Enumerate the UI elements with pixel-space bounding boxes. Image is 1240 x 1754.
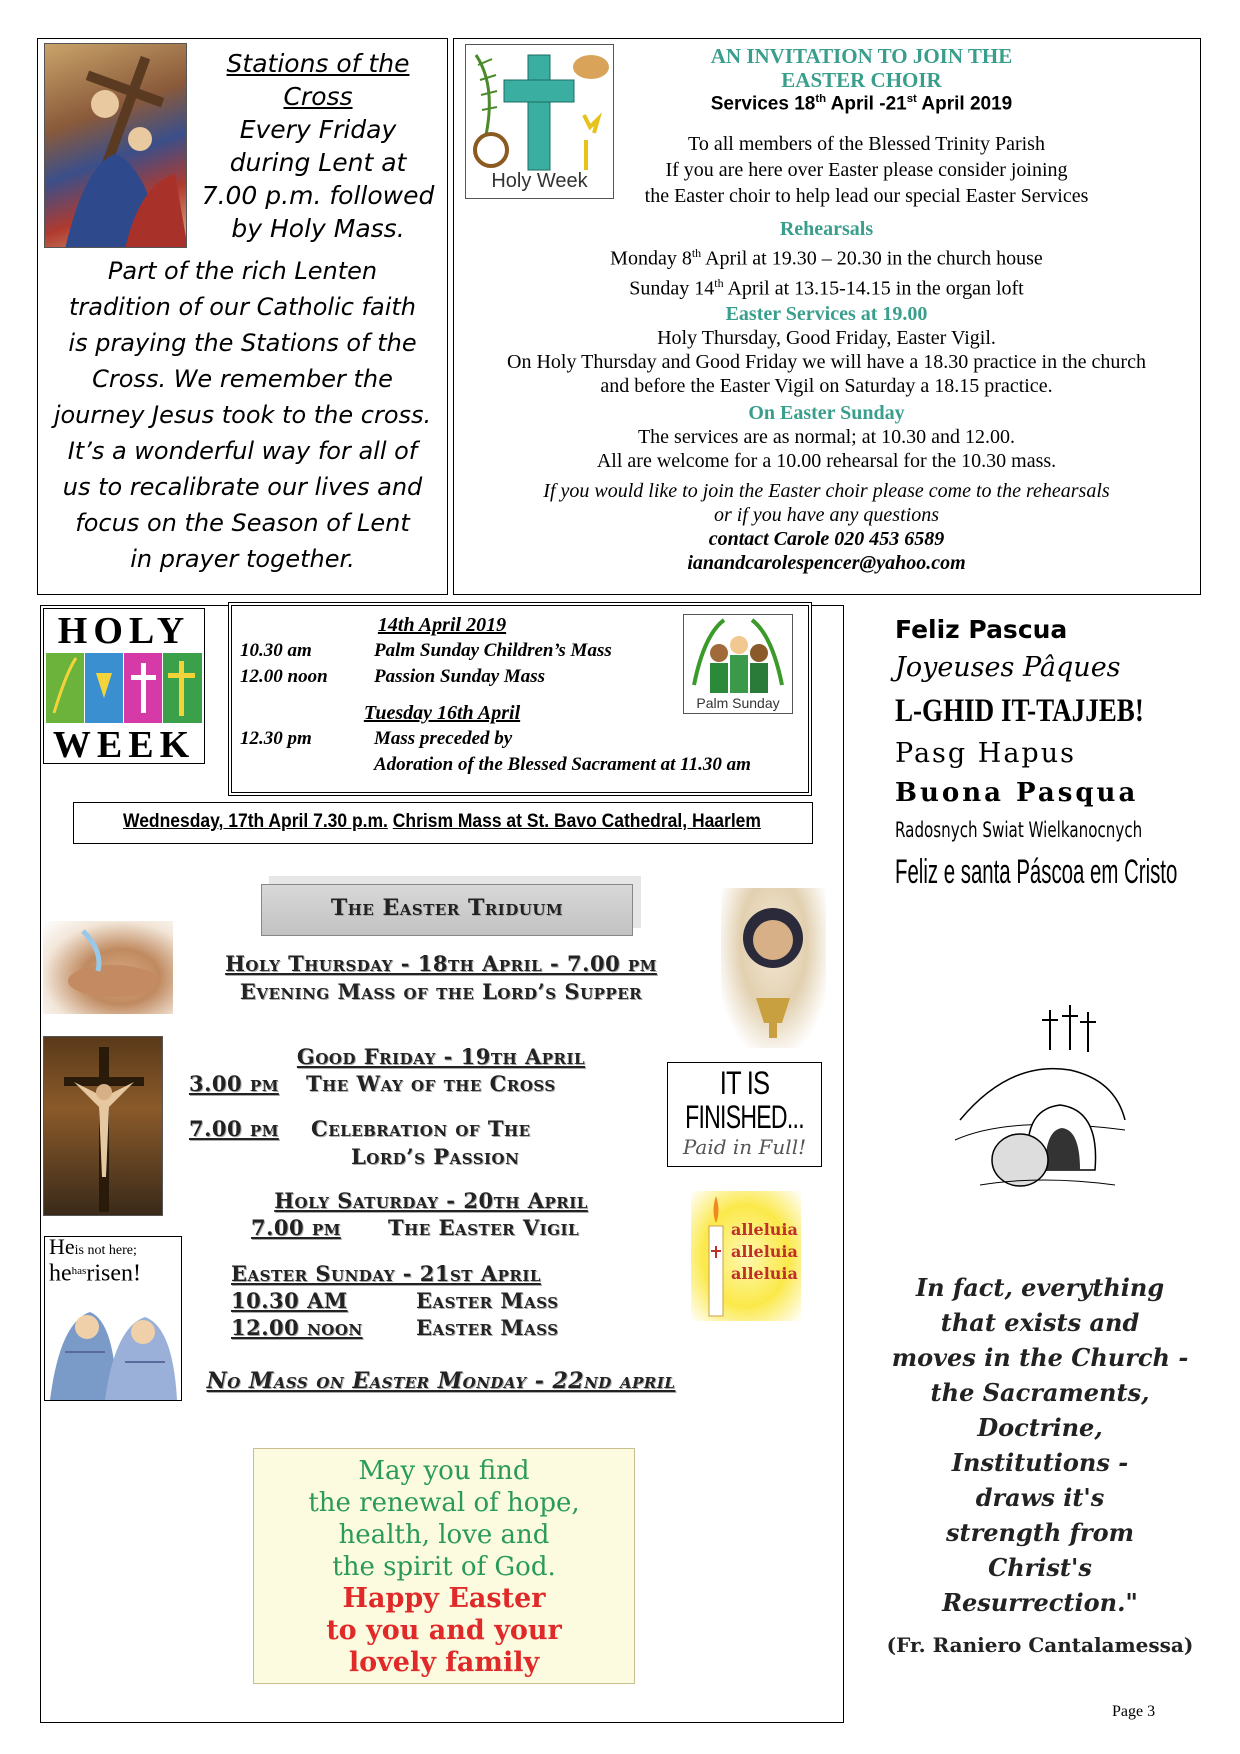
risen-caption — [49, 1237, 179, 1286]
join-line: or if you have any questions — [714, 504, 939, 527]
rehearsal-2 — [454, 271, 1199, 301]
greeting-line: Happy Easter — [342, 1583, 546, 1614]
quote-line: that exists and — [940, 1308, 1140, 1337]
rehearsal-2-b: April at 13.15-14.15 in the organ loft — [723, 277, 1024, 300]
stations-title-line2: Cross — [283, 82, 353, 111]
choir-box — [453, 38, 1201, 595]
choir-intro-line: the Easter choir to help lead our special Easter Services — [644, 185, 1089, 207]
logo-top-word: HOLY — [57, 610, 191, 652]
chrism-mass-box — [73, 802, 813, 844]
rehearsals-heading: Rehearsals — [779, 218, 874, 240]
friday-line1: Good Friday - 19th April — [296, 1044, 586, 1069]
choir-services-dates — [624, 93, 1099, 115]
rehearsal-1-b: April at 19.30 – 20.30 in the church house — [701, 247, 1043, 270]
schedule-event: Mass preceded by — [374, 728, 513, 749]
quote-line: Institutions - — [951, 1448, 1129, 1477]
risen-word: risen! — [86, 1260, 141, 1287]
alleluia-text — [731, 1219, 798, 1285]
schedule-time: 12.30 pm — [240, 728, 312, 749]
wish-french: Joyeuses Pâques — [895, 652, 1121, 683]
easter-services-heading: Easter Services at 19.00 — [725, 303, 928, 326]
quote-line: moves in the Church - — [891, 1343, 1189, 1372]
stations-body-line: It’s a wonderful way for all of — [67, 437, 418, 465]
quote-line: Christ's — [988, 1553, 1092, 1582]
saturday-time: 7.00 pm — [251, 1215, 341, 1240]
rehearsal-2-sup: th — [714, 275, 724, 290]
easter-wishes — [895, 613, 1225, 897]
easter-services-line: and before the Easter Vigil on Saturday a 18.15 practice. — [600, 375, 1053, 398]
wish-maltese: L-GHID IT-TAJJEB! — [895, 693, 1144, 729]
it-is-finished-box — [667, 1062, 822, 1167]
stations-line4: by Holy Mass. — [231, 214, 405, 243]
quote-line: Resurrection." — [942, 1588, 1138, 1617]
services-prefix: Services 18 — [710, 93, 816, 115]
holy-week-schedule — [231, 605, 809, 793]
sunday-event1: Easter Mass — [416, 1288, 559, 1313]
foot-washing-icon — [43, 921, 173, 1014]
rehearsal-1-sup: th — [691, 246, 702, 260]
choir-title-line2: EASTER CHOIR — [781, 68, 942, 92]
quote-line: Doctrine, — [977, 1413, 1103, 1442]
stations-body — [40, 253, 445, 577]
stations-body-line: Cross. We remember the — [92, 365, 393, 393]
holy-week-box — [40, 605, 844, 1723]
holy-week-logo — [465, 44, 614, 199]
wish-italian: Buona Pasqua — [895, 778, 1139, 808]
chrism-date: Wednesday, 17th April 7.30 p.m. — [123, 811, 388, 832]
services-suffix: April 2019 — [916, 93, 1013, 115]
schedule-event: Passion Sunday Mass — [374, 666, 546, 687]
rehearsal-1-a: Monday 8 — [610, 247, 692, 270]
triduum-banner — [261, 884, 633, 936]
stations-title-line1: Stations of the — [226, 49, 410, 78]
finished-line1: IT IS — [719, 1065, 770, 1101]
sunday-event2: Easter Mass — [416, 1315, 559, 1340]
finished-line2: FINISHED... — [685, 1099, 804, 1135]
stations-body-line: journey Jesus took to the cross. — [53, 401, 432, 429]
stations-body-line: in prayer together. — [130, 545, 355, 573]
stations-line3: 7.00 p.m. followed — [201, 181, 435, 210]
cross-bearing-illustration-icon — [45, 44, 187, 248]
finished-line3: Paid in Full! — [682, 1135, 807, 1159]
quote-author: (Fr. Raniero Cantalamessa) — [886, 1633, 1194, 1657]
choir-title-line1: AN INVITATION TO JOIN THE — [710, 44, 1013, 68]
rehearsal-1 — [454, 241, 1199, 271]
greeting-red-text — [254, 1583, 634, 1679]
services-sup: st — [906, 93, 917, 105]
easter-sunday-line: All are welcome for a 10.00 rehearsal for the 10.30 mass. — [596, 450, 1057, 473]
schedule-event: Adoration of the Blessed Sacrament at 11.30 am — [374, 754, 751, 775]
stations-image — [44, 43, 187, 248]
easter-greeting-card — [253, 1448, 635, 1684]
rehearsal-2-a: Sunday 14 — [629, 277, 715, 300]
alleluia-candle-image — [691, 1191, 801, 1321]
schedule-time: 12.00 noon — [240, 666, 328, 687]
friday-event2b: Lord’s Passion — [351, 1144, 520, 1169]
greeting-line: May you find — [358, 1456, 530, 1486]
services-mid: April -21 — [826, 93, 907, 115]
palm-sunday-children-icon — [684, 615, 792, 695]
greeting-line: the renewal of hope, — [308, 1488, 580, 1518]
risen-word: He — [49, 1236, 75, 1259]
friday-event2a: Celebration of The — [311, 1116, 531, 1141]
palm-sunday-label: Palm Sunday — [696, 695, 780, 711]
no-mass-line: No Mass on Easter Monday - 22nd april — [206, 1368, 676, 1394]
join-line: If you would like to join the Easter choir please come to the rehearsals — [543, 480, 1110, 503]
alleluia-word: alleluia — [731, 1220, 798, 1239]
choir-intro — [614, 131, 1119, 209]
choir-intro-line: To all members of the Blessed Trinity Parish — [688, 133, 1045, 155]
friday-event1: The Way of the Cross — [306, 1071, 556, 1096]
quote-line: In fact, everything — [915, 1273, 1165, 1302]
wish-spanish: Feliz Pascua — [895, 615, 1068, 644]
schedule-event: Palm Sunday Children’s Mass — [374, 640, 612, 661]
stations-body-line: tradition of our Catholic faith — [68, 293, 416, 321]
easter-services-line: On Holy Thursday and Good Friday we will have a 18.30 practice in the church — [507, 351, 1146, 374]
stations-line1: Every Friday — [239, 115, 397, 144]
sunday-time1: 10.30 AM — [231, 1288, 348, 1313]
wish-portuguese: Feliz e santa Páscoa em Cristo — [895, 853, 1178, 891]
risen-word: has — [71, 1265, 87, 1277]
stations-line2: during Lent at — [229, 148, 407, 177]
christ-chalice-image — [721, 888, 826, 1048]
christ-chalice-icon — [721, 888, 826, 1048]
stations-body-line: is praying the Stations of the — [68, 329, 417, 357]
stations-body-line: Part of the rich Lenten — [107, 257, 378, 285]
risen-word: he — [49, 1260, 72, 1287]
sunday-time2: 12.00 noon — [231, 1315, 363, 1340]
easter-services-line: Holy Thursday, Good Friday, Easter Vigil. — [657, 327, 996, 350]
greeting-line: the spirit of God. — [332, 1552, 556, 1582]
greeting-green-text — [254, 1455, 634, 1583]
crucifix-image — [43, 1036, 163, 1216]
friday-time1: 3.00 pm — [189, 1071, 279, 1096]
easter-sunday-line: The services are as normal; at 10.30 and 12.00. — [637, 426, 1016, 449]
thursday-line2: Evening Mass of the Lord’s Supper — [239, 979, 643, 1004]
palm-sunday-image — [683, 614, 793, 714]
schedule-date-2: Tuesday 16th April — [363, 702, 521, 724]
thursday-line1: Holy Thursday - 18th April - 7.00 pm — [225, 951, 657, 976]
wish-polish: Radosnych Swiat Wielkanocnych — [895, 818, 1143, 842]
friday-time2: 7.00 pm — [189, 1116, 279, 1141]
foot-washing-image — [43, 921, 173, 1014]
holy-week-cross-icon — [466, 45, 613, 173]
quote-line: strength from — [945, 1518, 1134, 1547]
holy-week-symbols-icon — [46, 653, 202, 723]
triduum-banner-text: The Easter Triduum — [330, 895, 564, 921]
holy-week-label: Holy Week — [491, 170, 588, 192]
schedule-time: 10.30 am — [240, 640, 312, 661]
resurrection-quote — [875, 1270, 1205, 1620]
logo-bottom-word: WEEK — [52, 724, 196, 764]
page-number: Page 3 — [1112, 1703, 1156, 1720]
empty-tomb-icon — [950, 1000, 1130, 1190]
quote-line: the Sacraments, — [930, 1378, 1150, 1407]
crucifix-icon — [44, 1037, 163, 1216]
chrism-mass-line — [103, 811, 780, 833]
greeting-line: to you and your — [326, 1615, 562, 1646]
contact-email[interactable]: ianandcarolespencer@yahoo.com — [687, 552, 966, 575]
wish-welsh: Pasg Hapus — [895, 738, 1076, 769]
stations-body-line: us to recalibrate our lives and — [62, 473, 423, 501]
holy-week-banner-logo — [43, 608, 205, 764]
easter-sunday-heading: On Easter Sunday — [748, 402, 905, 425]
greeting-line: lovely family — [348, 1647, 540, 1678]
quote-line: draws it's — [975, 1483, 1105, 1512]
stations-box — [37, 38, 448, 595]
schedule-date-1: 14th April 2019 — [377, 614, 507, 636]
services-sup: th — [815, 93, 827, 105]
saturday-event: The Easter Vigil — [388, 1215, 580, 1240]
saturday-line1: Holy Saturday - 20th April — [274, 1188, 588, 1213]
risen-word: is not here; — [74, 1243, 137, 1258]
contact-line: contact Carole 020 453 6589 — [708, 528, 945, 551]
chrism-text: Chrism Mass at St. Bavo Cathedral, Haarlem — [392, 811, 761, 832]
greeting-line: health, love and — [338, 1520, 550, 1550]
choir-intro-line: If you are here over Easter please consider joining — [665, 159, 1068, 181]
sunday-line1: Easter Sunday - 21st April — [231, 1261, 541, 1286]
alleluia-word: alleluia — [731, 1264, 798, 1283]
stations-body-line: focus on the Season of Lent — [75, 509, 410, 537]
alleluia-word: alleluia — [731, 1242, 798, 1261]
